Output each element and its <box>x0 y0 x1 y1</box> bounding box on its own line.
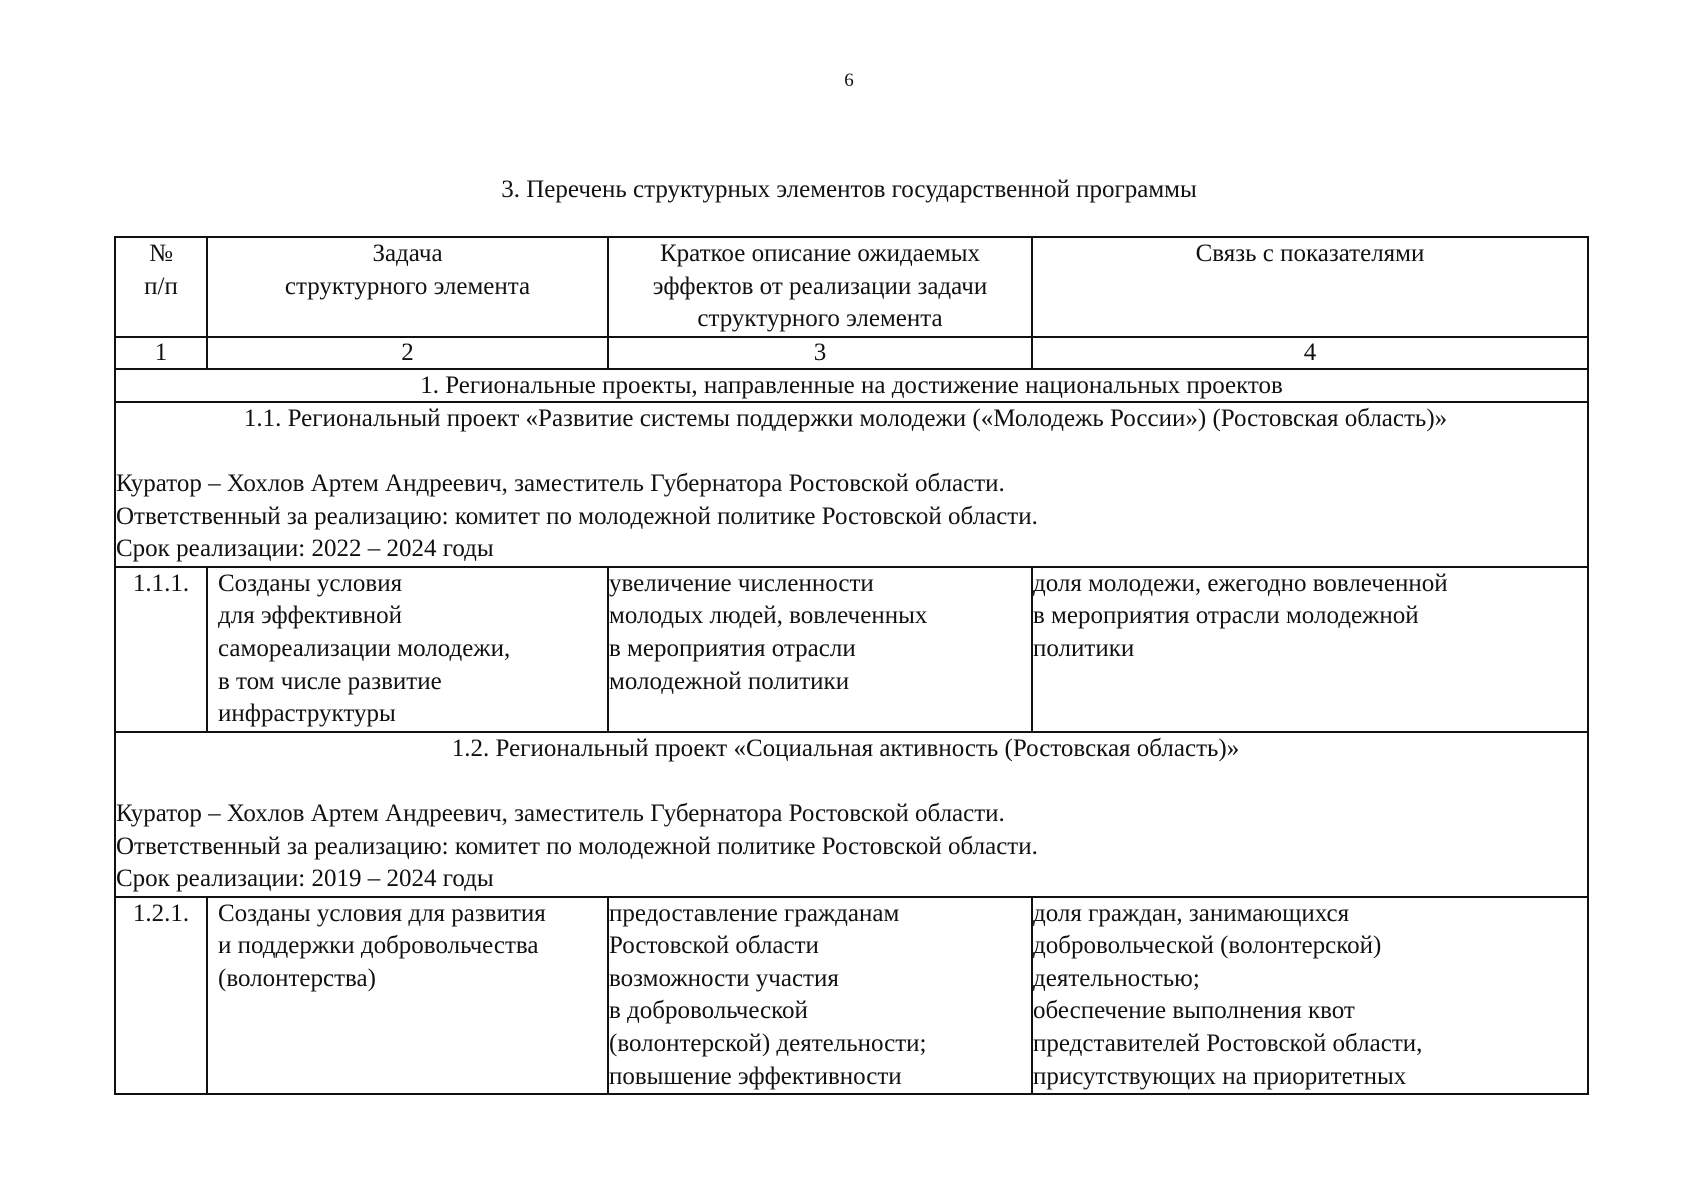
project-period: Срок реализации: 2019 – 2024 годы <box>116 865 494 893</box>
header-col-indicators: Связь с показателями <box>1032 237 1588 337</box>
column-number: 4 <box>1032 337 1588 369</box>
table-header-row <box>115 237 1588 337</box>
project-info-row <box>115 402 1588 567</box>
structural-elements-table <box>114 236 1589 1095</box>
header-col-number: № п/п <box>115 237 207 337</box>
group-title-row <box>115 369 1588 402</box>
project-curator: Куратор – Хохлов Артем Андреевич, заместитель Губернатора Ростовской области. <box>116 799 1005 827</box>
project-responsible: Ответственный за реализацию: комитет по молодежной политике Ростовской области. <box>116 832 1038 860</box>
row-task: Созданы условия для эффективной самореализации молодежи, в том числе развитие инфраструктуры <box>207 567 608 732</box>
column-number: 2 <box>207 337 608 369</box>
page-number: 6 <box>844 70 854 91</box>
row-task: Созданы условия для развития и поддержки добровольчества (волонтерства) <box>207 897 608 1095</box>
column-number: 1 <box>115 337 207 369</box>
table-row <box>115 567 1588 732</box>
section-title: 3. Перечень структурных элементов государственной программы <box>501 176 1197 203</box>
row-effects: предоставление гражданам Ростовской области возможности участия в добровольческой (волонтерской) деятельности; повышение эффективности <box>608 897 1032 1095</box>
project-responsible: Ответственный за реализацию: комитет по молодежной политике Ростовской области. <box>116 502 1038 530</box>
project-curator: Куратор – Хохлов Артем Андреевич, заместитель Губернатора Ростовской области. <box>116 469 1005 497</box>
header-col-effects: Краткое описание ожидаемых эффектов от реализации задачи структурного элемента <box>608 237 1032 337</box>
row-indicators: доля граждан, занимающихся добровольческой (волонтерской) деятельностью; обеспечение выполнения квот представителей Ростовской области, присутствующих на приоритетных <box>1032 897 1588 1095</box>
project-info-row <box>115 732 1588 897</box>
row-number: 1.2.1. <box>115 897 207 1095</box>
header-col-task: Задача структурного элемента <box>207 237 608 337</box>
project-period: Срок реализации: 2022 – 2024 годы <box>116 535 494 563</box>
row-number: 1.1.1. <box>115 567 207 732</box>
column-number-row <box>115 337 1588 369</box>
row-indicators: доля молодежи, ежегодно вовлеченной в мероприятия отрасли молодежной политики <box>1032 567 1588 732</box>
project-title: 1.1. Региональный проект «Развитие системы поддержки молодежи («Молодежь России») (Ростовская область)» <box>243 404 1448 432</box>
project-info <box>115 402 1588 567</box>
table-row <box>115 897 1588 1095</box>
column-number: 3 <box>608 337 1032 369</box>
group-title: 1. Региональные проекты, направленные на достижение национальных проектов <box>115 369 1588 402</box>
project-info <box>115 732 1588 897</box>
project-title: 1.2. Региональный проект «Социальная активность (Ростовская область)» <box>451 734 1240 762</box>
row-effects: увеличение численности молодых людей, вовлеченных в мероприятия отрасли молодежной политики <box>608 567 1032 732</box>
